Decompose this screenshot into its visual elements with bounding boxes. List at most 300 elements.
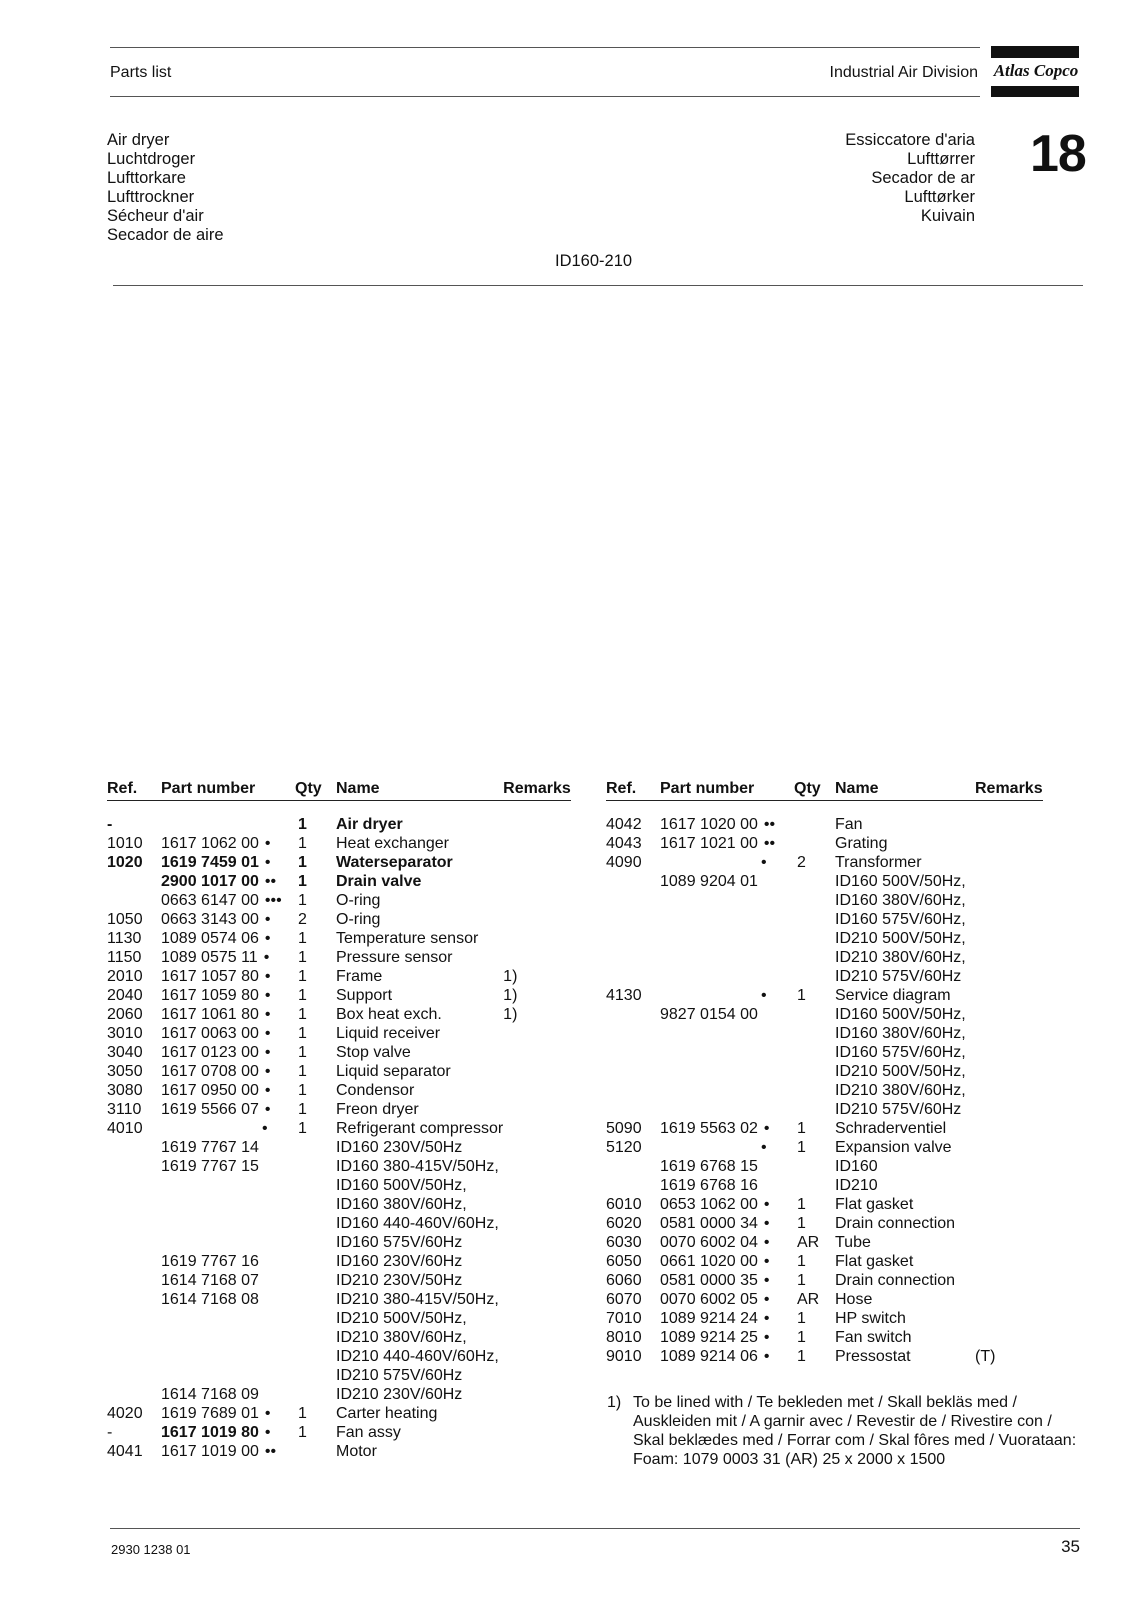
cell-qty: 1 — [298, 1082, 307, 1099]
cell-remarks — [503, 815, 571, 834]
indent-level-dots: •• — [264, 873, 277, 890]
title-left-line: Sécheur d'air — [107, 207, 204, 225]
cell-ref — [107, 1366, 161, 1385]
cell-ref — [107, 1195, 161, 1214]
col-header-remarks: Remarks — [975, 778, 1043, 801]
indent-level-dots: • — [264, 930, 271, 947]
cell-part-number — [660, 1271, 794, 1290]
parts-table-right — [606, 778, 1043, 1366]
cell-part-number — [161, 929, 295, 948]
cell-remarks — [975, 834, 1043, 853]
cell-name: ID160 380V/60Hz, — [336, 1196, 467, 1213]
part-number-text: 1617 0063 00 — [161, 1025, 259, 1042]
cell-name: ID210 380V/60Hz, — [336, 1329, 467, 1346]
cell-ref: 1130 — [107, 930, 142, 947]
indent-level-dots: • — [763, 1253, 770, 1270]
cell-qty — [295, 1366, 336, 1385]
cell-part-number — [660, 1062, 794, 1081]
part-number-text: 1619 5563 02 — [660, 1120, 758, 1137]
cell-qty: 1 — [797, 987, 806, 1004]
cell-name: Fan switch — [835, 1329, 912, 1346]
part-number-text: 2900 1017 00 — [161, 873, 259, 890]
cell-qty: 1 — [298, 892, 307, 909]
indent-level-dots: • — [761, 987, 767, 1004]
cell-qty — [794, 815, 835, 834]
table-row — [107, 853, 571, 872]
cell-ref: 6050 — [606, 1253, 642, 1270]
cell-ref: 1150 — [107, 949, 142, 966]
cell-name: Box heat exch. — [336, 1006, 442, 1023]
cell-ref — [107, 1309, 161, 1328]
section-number: 18 — [1030, 125, 1086, 183]
cell-qty — [794, 948, 835, 967]
cell-ref — [107, 1138, 161, 1157]
cell-remarks — [975, 1157, 1043, 1176]
cell-part-number — [161, 834, 295, 853]
cell-part-number — [161, 1423, 295, 1442]
table-row — [606, 1157, 1043, 1176]
part-number-text: 1617 1061 80 — [161, 1006, 259, 1023]
cell-ref — [606, 929, 660, 948]
cell-remarks — [503, 1214, 571, 1233]
cell-part-number — [161, 1005, 295, 1024]
table-row — [107, 1385, 571, 1404]
indent-level-dots: • — [264, 1424, 271, 1441]
cell-ref — [107, 1252, 161, 1271]
cell-remarks — [503, 929, 571, 948]
cell-name: Heat exchanger — [336, 835, 449, 852]
indent-level-dots: • — [763, 1329, 770, 1346]
cell-qty: 1 — [298, 1044, 307, 1061]
logo-bottom-bar — [991, 86, 1079, 97]
cell-name: Hose — [835, 1291, 873, 1308]
table-row — [107, 1252, 571, 1271]
cell-qty: 2 — [298, 911, 307, 928]
part-number-text: 1619 7459 01 — [161, 854, 259, 871]
cell-name: ID210 380V/60Hz, — [835, 1082, 966, 1099]
table-row — [107, 872, 571, 891]
indent-level-dots: • — [264, 1025, 271, 1042]
cell-name: ID210 575V/60Hz — [835, 968, 962, 985]
cell-remarks — [503, 1195, 571, 1214]
table-row — [107, 815, 571, 834]
cell-ref — [107, 1214, 161, 1233]
cell-qty: 1 — [298, 1424, 307, 1441]
cell-remarks — [975, 1005, 1043, 1024]
cell-remarks — [975, 1271, 1043, 1290]
cell-part-number — [660, 853, 794, 872]
indent-level-dots: • — [264, 911, 271, 928]
cell-ref: 4042 — [606, 816, 642, 833]
cell-qty — [794, 834, 835, 853]
cell-remarks — [503, 1119, 571, 1138]
cell-qty: 1 — [298, 816, 307, 833]
cell-part-number — [660, 1214, 794, 1233]
indent-level-dots: • — [264, 968, 271, 985]
cell-part-number — [161, 1062, 295, 1081]
part-number-text: 1617 1021 00 — [660, 835, 758, 852]
cell-part-number — [660, 1138, 794, 1157]
cell-name: ID160 575V/60Hz — [336, 1234, 463, 1251]
part-number-text: 0653 1062 00 — [660, 1196, 758, 1213]
cell-ref: 4010 — [107, 1120, 143, 1137]
cell-ref — [107, 1328, 161, 1347]
table-row — [606, 1214, 1043, 1233]
cell-ref: 7010 — [606, 1310, 642, 1327]
table-row — [107, 967, 571, 986]
cell-ref: 2040 — [107, 987, 143, 1004]
table-row — [107, 948, 571, 967]
cell-qty — [295, 1290, 336, 1309]
cell-name: ID160 575V/60Hz, — [835, 1044, 966, 1061]
cell-ref — [107, 1271, 161, 1290]
cell-part-number — [660, 1290, 794, 1309]
page-number: 35 — [1061, 1537, 1080, 1556]
table-row — [107, 1024, 571, 1043]
table-row — [606, 872, 1043, 891]
cell-qty — [295, 1442, 336, 1461]
indent-level-dots: • — [264, 1405, 271, 1422]
cell-ref — [107, 1233, 161, 1252]
logo-wordmark: Atlas Copco — [993, 61, 1079, 80]
cell-part-number — [660, 1043, 794, 1062]
title-bottom-rule — [113, 285, 1083, 286]
cell-qty — [794, 1176, 835, 1195]
table-row — [606, 1176, 1043, 1195]
cell-qty: 1 — [298, 1006, 307, 1023]
table-row — [606, 986, 1043, 1005]
cell-remarks — [503, 1423, 571, 1442]
part-number-text: 1617 0950 00 — [161, 1082, 259, 1099]
cell-remarks — [975, 1138, 1043, 1157]
title-left-line: Lufttorkare — [107, 169, 186, 187]
cell-ref: 8010 — [606, 1329, 642, 1346]
cell-name: ID160 575V/60Hz, — [835, 911, 966, 928]
cell-qty: 1 — [298, 1405, 307, 1422]
cell-name: Frame — [336, 968, 383, 985]
cell-name: Motor — [336, 1443, 377, 1460]
col-header-name: Name — [835, 778, 975, 801]
cell-qty: 1 — [797, 1215, 806, 1232]
cell-remarks — [975, 1233, 1043, 1252]
table-row — [107, 910, 571, 929]
part-number-text: 1089 9214 25 — [660, 1329, 758, 1346]
cell-remarks — [503, 1252, 571, 1271]
part-number-text: 0581 0000 35 — [660, 1272, 758, 1289]
indent-level-dots: • — [262, 1120, 268, 1137]
cell-name: Flat gasket — [835, 1253, 914, 1270]
cell-name: Air dryer — [336, 816, 403, 833]
part-number-text: 1617 1020 00 — [660, 816, 758, 833]
indent-level-dots: •• — [763, 835, 776, 852]
title-left-line: Air dryer — [107, 131, 170, 149]
cell-qty — [794, 1157, 835, 1176]
cell-qty: AR — [797, 1234, 820, 1251]
table-row — [606, 910, 1043, 929]
cell-remarks — [975, 986, 1043, 1005]
cell-name: ID210 — [835, 1177, 878, 1194]
table-row — [107, 891, 571, 910]
part-number-text: 1619 7689 01 — [161, 1405, 259, 1422]
part-number-text: 1614 7168 07 — [161, 1272, 259, 1289]
title-right-line: Secador de ar — [871, 169, 975, 187]
table-row — [606, 1233, 1043, 1252]
cell-qty: 1 — [797, 1139, 806, 1156]
indent-level-dots: • — [264, 1082, 271, 1099]
cell-remarks — [975, 1081, 1043, 1100]
cell-remarks — [503, 1271, 571, 1290]
cell-part-number — [161, 986, 295, 1005]
table-row — [107, 1328, 571, 1347]
cell-remarks — [503, 910, 571, 929]
cell-qty — [295, 1309, 336, 1328]
table-row — [606, 967, 1043, 986]
cell-ref: 6070 — [606, 1291, 642, 1308]
cell-name: O-ring — [336, 911, 381, 928]
cell-part-number — [660, 815, 794, 834]
indent-level-dots: • — [264, 1063, 271, 1080]
title-left-block — [107, 131, 224, 245]
cell-remarks — [503, 1043, 571, 1062]
part-number-text: 1089 9214 06 — [660, 1348, 758, 1365]
part-number-text: 1619 6768 15 — [660, 1158, 758, 1175]
footnote — [607, 1393, 1076, 1469]
cell-remarks: 1) — [503, 987, 518, 1004]
table-row — [606, 1347, 1043, 1366]
cell-name: Fan assy — [336, 1424, 401, 1441]
cell-remarks — [503, 1404, 571, 1423]
cell-qty — [295, 1138, 336, 1157]
cell-name: Liquid receiver — [336, 1025, 441, 1042]
cell-part-number — [660, 1252, 794, 1271]
cell-part-number — [660, 1195, 794, 1214]
cell-name: ID210 380-415V/50Hz, — [336, 1291, 499, 1308]
cell-ref — [606, 1043, 660, 1062]
part-number-text: 1617 1062 00 — [161, 835, 259, 852]
cell-qty — [794, 929, 835, 948]
header-top-rule — [110, 47, 980, 48]
cell-qty — [295, 1328, 336, 1347]
cell-remarks — [503, 891, 571, 910]
table-row — [606, 1309, 1043, 1328]
indent-level-dots: • — [763, 1291, 770, 1308]
col-header-qty: Qty — [794, 778, 835, 801]
cell-part-number — [660, 1005, 794, 1024]
cell-ref — [606, 1005, 660, 1024]
cell-part-number — [161, 891, 295, 910]
cell-name: Pressostat — [835, 1348, 911, 1365]
cell-qty: AR — [797, 1291, 820, 1308]
cell-name: ID210 230V/60Hz — [336, 1386, 463, 1403]
cell-ref — [107, 1290, 161, 1309]
cell-name: Transformer — [835, 854, 922, 871]
cell-ref — [107, 1385, 161, 1404]
cell-name: ID210 500V/50Hz, — [835, 930, 966, 947]
cell-name: ID160 — [835, 1158, 878, 1175]
cell-remarks — [975, 1119, 1043, 1138]
indent-level-dots: • — [264, 987, 271, 1004]
cell-name: O-ring — [336, 892, 381, 909]
cell-remarks — [975, 1195, 1043, 1214]
cell-remarks — [503, 1442, 571, 1461]
cell-remarks — [975, 872, 1043, 891]
table-row — [107, 929, 571, 948]
cell-ref: 2060 — [107, 1006, 143, 1023]
col-header-remarks: Remarks — [503, 778, 571, 801]
cell-remarks — [503, 1290, 571, 1309]
cell-name: ID160 500V/50Hz, — [835, 873, 966, 890]
cell-ref — [107, 1176, 161, 1195]
indent-level-dots: • — [763, 1215, 770, 1232]
part-number-text: 1617 0123 00 — [161, 1044, 259, 1061]
cell-part-number — [161, 1081, 295, 1100]
cell-part-number — [161, 1347, 295, 1366]
cell-ref: 3040 — [107, 1044, 143, 1061]
cell-qty: 1 — [298, 854, 307, 871]
cell-name: Service diagram — [835, 987, 951, 1004]
cell-ref — [107, 1347, 161, 1366]
footnote-line: To be lined with / Te bekleden met / Skall bekläs med / — [633, 1394, 1017, 1411]
cell-qty: 1 — [298, 835, 307, 852]
col-header-ref: Ref. — [606, 778, 660, 801]
cell-part-number — [660, 1100, 794, 1119]
cell-name: ID210 230V/50Hz — [336, 1272, 463, 1289]
cell-remarks — [975, 1328, 1043, 1347]
cell-remarks — [503, 1100, 571, 1119]
cell-name: ID210 575V/60Hz — [835, 1101, 962, 1118]
cell-qty — [794, 910, 835, 929]
indent-level-dots: • — [264, 1044, 271, 1061]
cell-ref — [606, 1157, 660, 1176]
cell-qty: 1 — [797, 1272, 806, 1289]
cell-qty — [295, 1271, 336, 1290]
cell-ref: 1020 — [107, 854, 143, 871]
cell-part-number — [161, 1271, 295, 1290]
cell-part-number — [660, 1081, 794, 1100]
cell-ref: 3110 — [107, 1101, 142, 1118]
cell-name: Temperature sensor — [336, 930, 479, 947]
title-left-line: Luchtdroger — [107, 150, 196, 168]
table-row — [107, 1366, 571, 1385]
cell-ref — [606, 948, 660, 967]
table-row — [606, 1043, 1043, 1062]
table-row — [606, 1005, 1043, 1024]
indent-level-dots: •• — [763, 816, 776, 833]
cell-remarks — [503, 1328, 571, 1347]
part-number-text: 1617 1019 80 — [161, 1424, 259, 1441]
part-number-text: 1617 1059 80 — [161, 987, 259, 1004]
table-row — [107, 834, 571, 853]
cell-qty — [295, 1233, 336, 1252]
header-bottom-rule — [110, 96, 980, 97]
table-row — [107, 1214, 571, 1233]
cell-ref: - — [107, 816, 113, 833]
cell-ref: 4130 — [606, 987, 642, 1004]
table-row — [107, 1138, 571, 1157]
document-code: 2930 1238 01 — [111, 1542, 191, 1557]
cell-part-number — [660, 986, 794, 1005]
cell-qty — [794, 872, 835, 891]
footer-rule — [110, 1528, 1080, 1529]
cell-qty — [295, 1214, 336, 1233]
cell-remarks — [975, 1176, 1043, 1195]
cell-name: HP switch — [835, 1310, 906, 1327]
cell-qty — [295, 1385, 336, 1404]
cell-ref: 1010 — [107, 835, 143, 852]
part-number-text: 1619 7767 15 — [161, 1158, 259, 1175]
table-row — [606, 1290, 1043, 1309]
table-row — [606, 1328, 1043, 1347]
table-row — [107, 986, 571, 1005]
cell-name: Fan — [835, 816, 863, 833]
cell-part-number — [660, 1233, 794, 1252]
cell-name: ID160 380-415V/50Hz, — [336, 1158, 499, 1175]
cell-part-number — [161, 1176, 295, 1195]
part-number-text: 0581 0000 34 — [660, 1215, 758, 1232]
cell-qty — [794, 1024, 835, 1043]
cell-part-number — [161, 1328, 295, 1347]
cell-name: ID210 380V/60Hz, — [835, 949, 966, 966]
cell-name: Drain valve — [336, 873, 422, 890]
table-row — [107, 1062, 571, 1081]
cell-qty — [794, 1081, 835, 1100]
part-number-text: 1619 6768 16 — [660, 1177, 758, 1194]
cell-part-number — [660, 1157, 794, 1176]
cell-ref — [606, 1081, 660, 1100]
cell-name: Waterseparator — [336, 854, 453, 871]
indent-level-dots: • — [264, 1101, 271, 1118]
cell-remarks: (T) — [975, 1348, 996, 1365]
cell-name: ID160 230V/60Hz — [336, 1253, 463, 1270]
model-label: ID160-210 — [555, 252, 633, 270]
cell-qty: 1 — [298, 968, 307, 985]
table-row — [606, 1024, 1043, 1043]
cell-name: Grating — [835, 835, 888, 852]
part-number-text: 0070 6002 05 — [660, 1291, 758, 1308]
cell-name: ID210 575V/60Hz — [336, 1367, 463, 1384]
part-number-text: 1619 7767 16 — [161, 1253, 259, 1270]
cell-part-number — [161, 1024, 295, 1043]
table-row — [107, 1176, 571, 1195]
cell-remarks — [975, 1062, 1043, 1081]
cell-ref: 2010 — [107, 968, 143, 985]
table-row — [107, 1157, 571, 1176]
part-number-text: 1089 9204 01 — [660, 873, 758, 890]
cell-part-number — [660, 1176, 794, 1195]
cell-qty: 1 — [797, 1120, 806, 1137]
table-header-row — [606, 778, 1043, 801]
cell-part-number — [660, 872, 794, 891]
cell-remarks — [975, 853, 1043, 872]
cell-qty: 1 — [298, 1063, 307, 1080]
part-number-text: 0661 1020 00 — [660, 1253, 758, 1270]
cell-name: ID160 440-460V/60Hz, — [336, 1215, 499, 1232]
cell-name: ID160 380V/60Hz, — [835, 1025, 966, 1042]
cell-ref — [606, 1024, 660, 1043]
table-header-row — [107, 778, 571, 801]
table-row — [107, 1423, 571, 1442]
cell-qty — [295, 1347, 336, 1366]
footnote-line: Foam: 1079 0003 31 (AR) 25 x 2000 x 1500 — [633, 1451, 946, 1468]
cell-part-number — [660, 1119, 794, 1138]
col-header-ref: Ref. — [107, 778, 161, 801]
cell-part-number — [161, 1233, 295, 1252]
cell-remarks — [975, 1214, 1043, 1233]
cell-ref — [606, 1062, 660, 1081]
table-row — [606, 1062, 1043, 1081]
cell-ref — [107, 872, 161, 891]
cell-part-number — [161, 1366, 295, 1385]
